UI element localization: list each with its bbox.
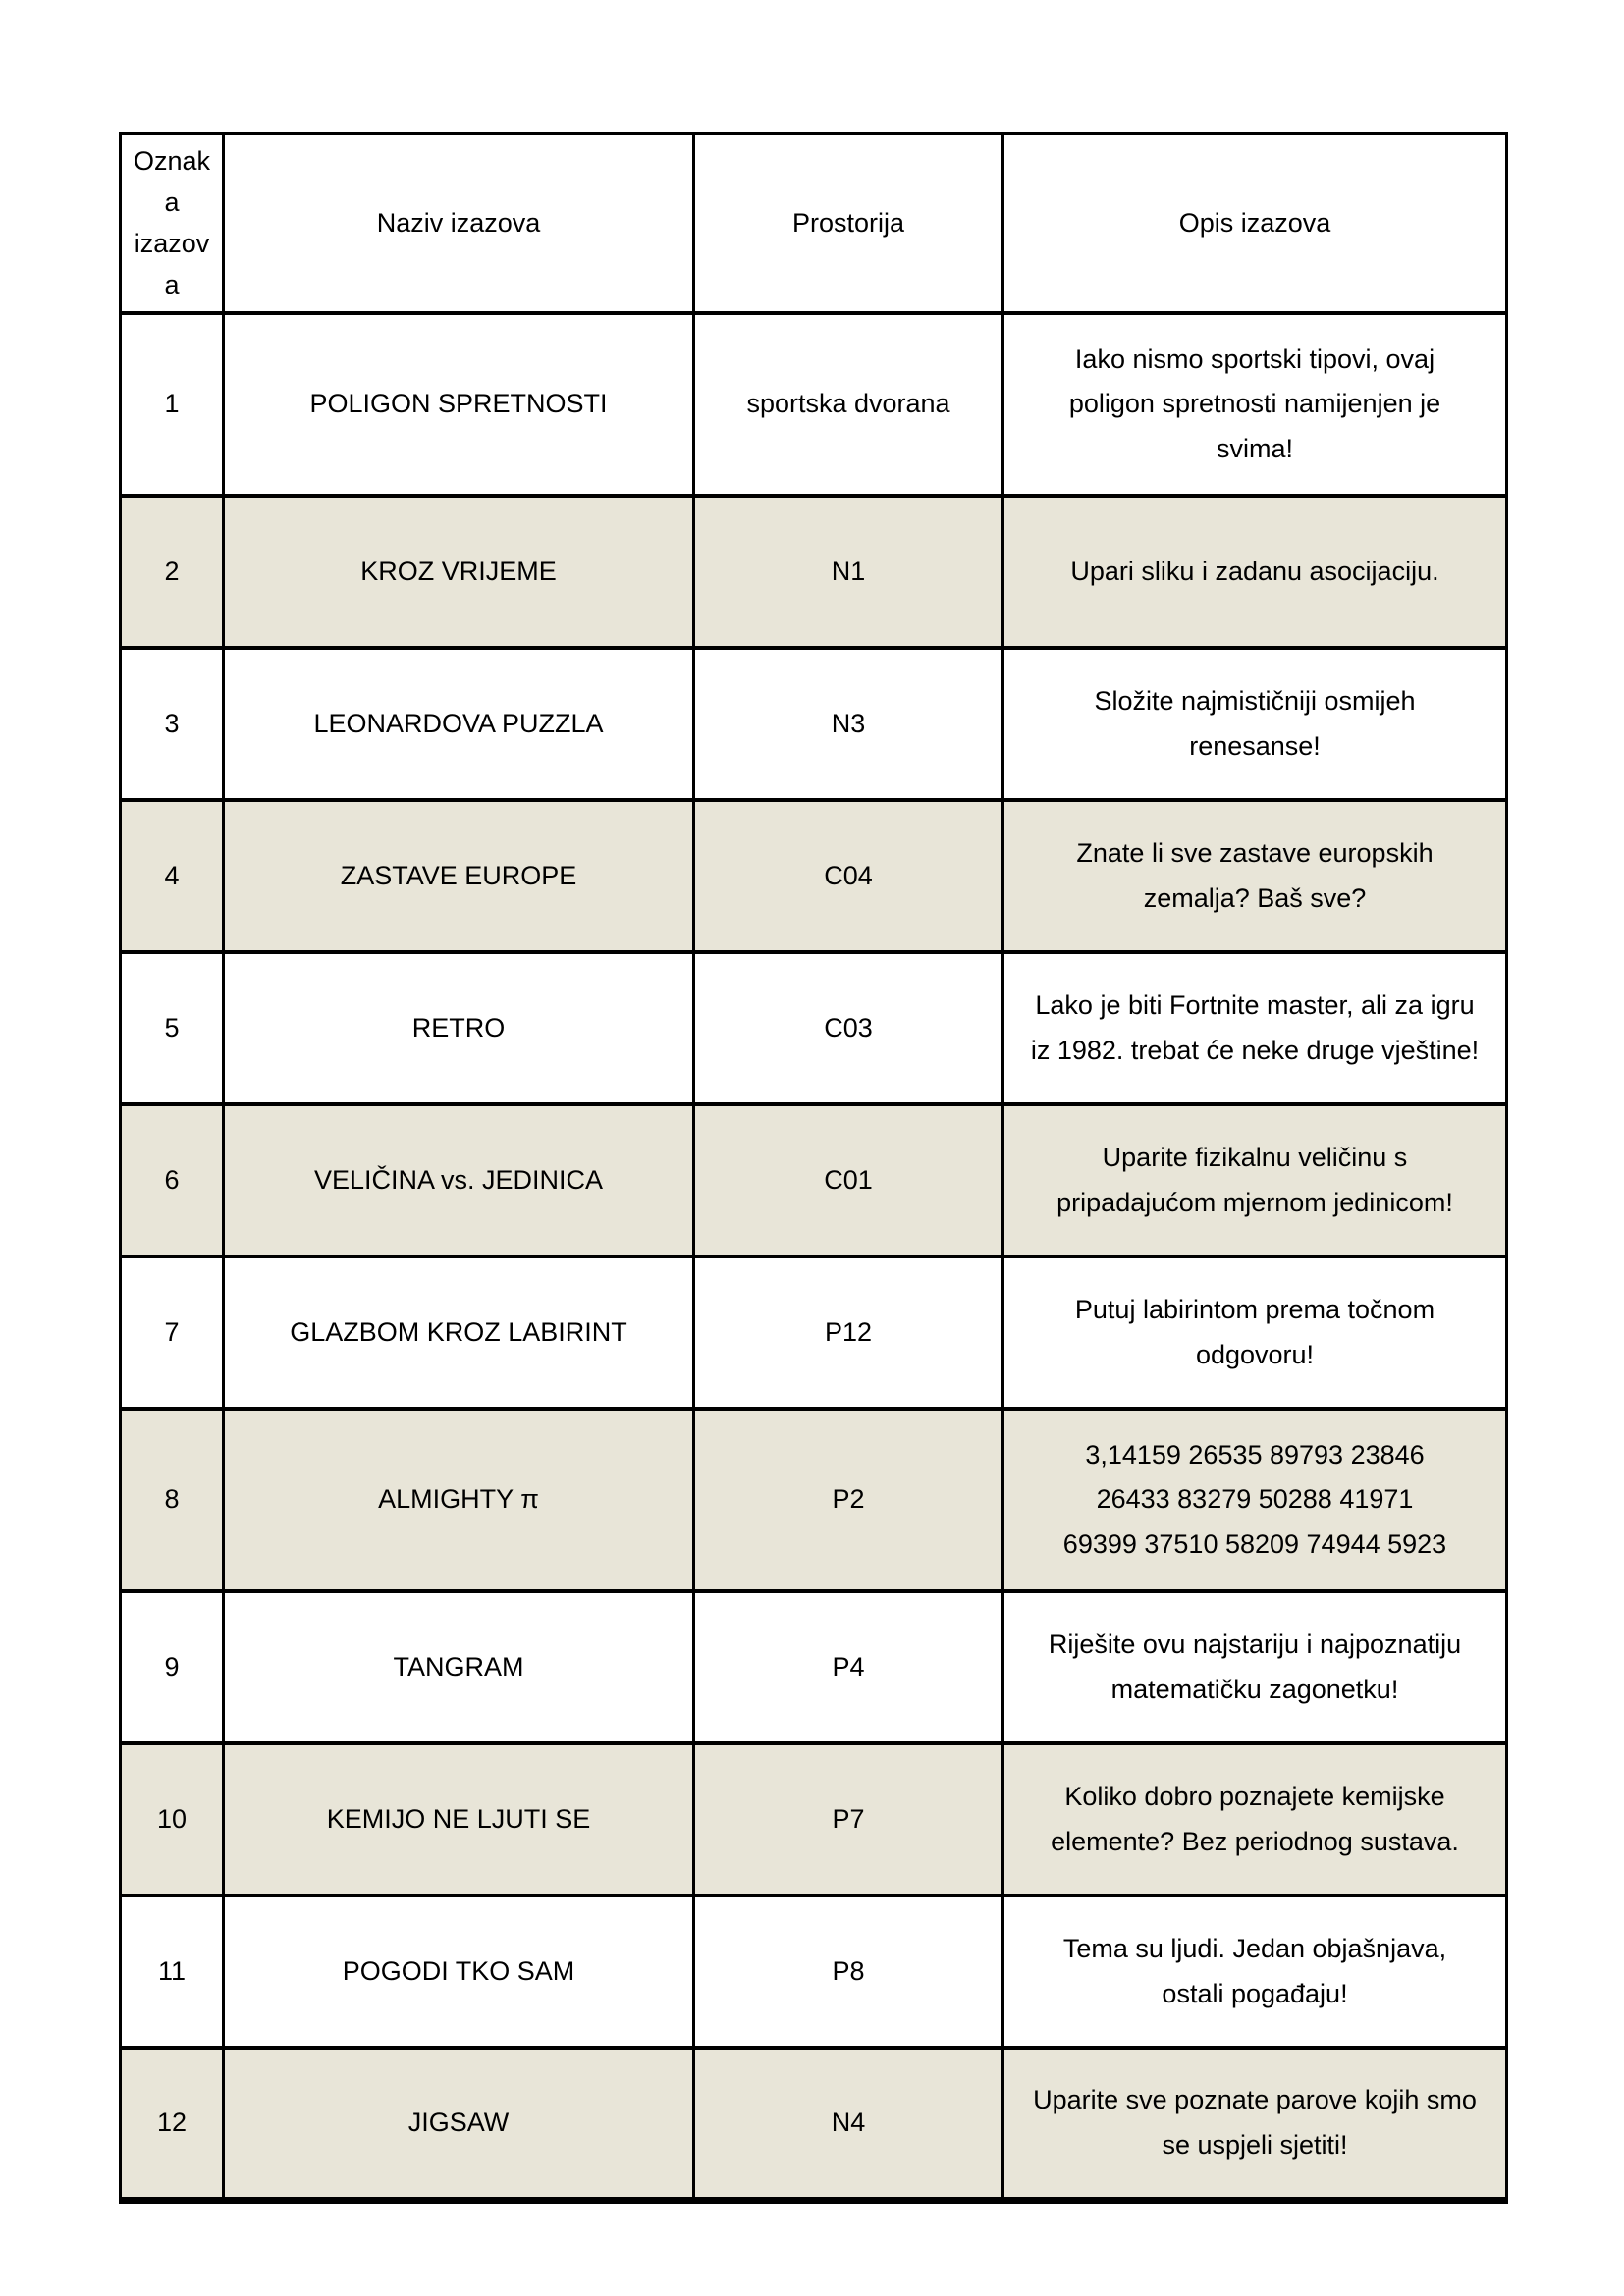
cell-prostorija: N1 bbox=[694, 496, 1003, 648]
cell-prostorija: P7 bbox=[694, 1743, 1003, 1896]
header-oznaka-izazova: Oznaka izazova bbox=[121, 133, 224, 313]
cell-oznaka-izazova: 4 bbox=[121, 800, 224, 952]
header-opis-izazova: Opis izazova bbox=[1003, 133, 1507, 313]
cell-naziv-izazova: JIGSAW bbox=[224, 2048, 694, 2200]
table-row bbox=[121, 2048, 1507, 2200]
cell-opis-izazova: 3,14159 26535 89793 23846 26433 83279 50288 41971 69399 37510 58209 74944 5923 bbox=[1003, 1409, 1507, 1591]
cell-prostorija: N3 bbox=[694, 648, 1003, 800]
cell-prostorija: C04 bbox=[694, 800, 1003, 952]
cell-naziv-izazova: ALMIGHTY π bbox=[224, 1409, 694, 1591]
cell-opis-izazova: Koliko dobro poznajete kemijske elemente? Bez periodnog sustava. bbox=[1003, 1743, 1507, 1896]
cell-opis-izazova: Iako nismo sportski tipovi, ovaj poligon spretnosti namijenjen je svima! bbox=[1003, 313, 1507, 496]
cell-prostorija: C01 bbox=[694, 1104, 1003, 1256]
cell-naziv-izazova: POLIGON SPRETNOSTI bbox=[224, 313, 694, 496]
cell-opis-izazova: Znate li sve zastave europskih zemalja? Baš sve? bbox=[1003, 800, 1507, 952]
table-row bbox=[121, 1256, 1507, 1409]
table-row bbox=[121, 648, 1507, 800]
cell-naziv-izazova: POGODI TKO SAM bbox=[224, 1896, 694, 2048]
cell-prostorija: P8 bbox=[694, 1896, 1003, 2048]
challenges-table bbox=[119, 132, 1508, 2204]
header-naziv-izazova: Naziv izazova bbox=[224, 133, 694, 313]
cell-oznaka-izazova: 8 bbox=[121, 1409, 224, 1591]
cell-opis-izazova: Tema su ljudi. Jedan objašnjava, ostali pogađaju! bbox=[1003, 1896, 1507, 2048]
cell-opis-izazova: Lako je biti Fortnite master, ali za igru iz 1982. trebat će neke druge vještine! bbox=[1003, 952, 1507, 1104]
cell-naziv-izazova: VELIČINA vs. JEDINICA bbox=[224, 1104, 694, 1256]
cell-prostorija: P12 bbox=[694, 1256, 1003, 1409]
table-row bbox=[121, 800, 1507, 952]
cell-prostorija: N4 bbox=[694, 2048, 1003, 2200]
cell-naziv-izazova: KEMIJO NE LJUTI SE bbox=[224, 1743, 694, 1896]
table-row bbox=[121, 496, 1507, 648]
cell-naziv-izazova: GLAZBOM KROZ LABIRINT bbox=[224, 1256, 694, 1409]
table-row bbox=[121, 1896, 1507, 2048]
cell-opis-izazova: Riješite ovu najstariju i najpoznatiju matematičku zagonetku! bbox=[1003, 1591, 1507, 1743]
cell-oznaka-izazova: 10 bbox=[121, 1743, 224, 1896]
cell-naziv-izazova: ZASTAVE EUROPE bbox=[224, 800, 694, 952]
cell-oznaka-izazova: 3 bbox=[121, 648, 224, 800]
table-row bbox=[121, 1591, 1507, 1743]
cell-oznaka-izazova: 7 bbox=[121, 1256, 224, 1409]
table-row bbox=[121, 313, 1507, 496]
cell-naziv-izazova: RETRO bbox=[224, 952, 694, 1104]
table-row bbox=[121, 952, 1507, 1104]
cell-naziv-izazova: KROZ VRIJEME bbox=[224, 496, 694, 648]
cell-naziv-izazova: LEONARDOVA PUZZLA bbox=[224, 648, 694, 800]
cell-oznaka-izazova: 1 bbox=[121, 313, 224, 496]
cell-oznaka-izazova: 9 bbox=[121, 1591, 224, 1743]
table-row bbox=[121, 1104, 1507, 1256]
table-row bbox=[121, 1409, 1507, 1591]
cell-prostorija: P4 bbox=[694, 1591, 1003, 1743]
cell-opis-izazova: Putuj labirintom prema točnom odgovoru! bbox=[1003, 1256, 1507, 1409]
header-row bbox=[121, 133, 1507, 313]
cell-oznaka-izazova: 2 bbox=[121, 496, 224, 648]
cell-oznaka-izazova: 6 bbox=[121, 1104, 224, 1256]
cell-naziv-izazova: TANGRAM bbox=[224, 1591, 694, 1743]
cell-prostorija: P2 bbox=[694, 1409, 1003, 1591]
cell-opis-izazova: Uparite sve poznate parove kojih smo se uspjeli sjetiti! bbox=[1003, 2048, 1507, 2200]
table-row bbox=[121, 1743, 1507, 1896]
cell-prostorija: C03 bbox=[694, 952, 1003, 1104]
header-prostorija: Prostorija bbox=[694, 133, 1003, 313]
cell-opis-izazova: Upari sliku i zadanu asocijaciju. bbox=[1003, 496, 1507, 648]
cell-prostorija: sportska dvorana bbox=[694, 313, 1003, 496]
cell-oznaka-izazova: 12 bbox=[121, 2048, 224, 2200]
cell-oznaka-izazova: 5 bbox=[121, 952, 224, 1104]
cell-opis-izazova: Složite najmističniji osmijeh renesanse! bbox=[1003, 648, 1507, 800]
cell-oznaka-izazova: 11 bbox=[121, 1896, 224, 2048]
cell-opis-izazova: Uparite fizikalnu veličinu s pripadajućom mjernom jedinicom! bbox=[1003, 1104, 1507, 1256]
